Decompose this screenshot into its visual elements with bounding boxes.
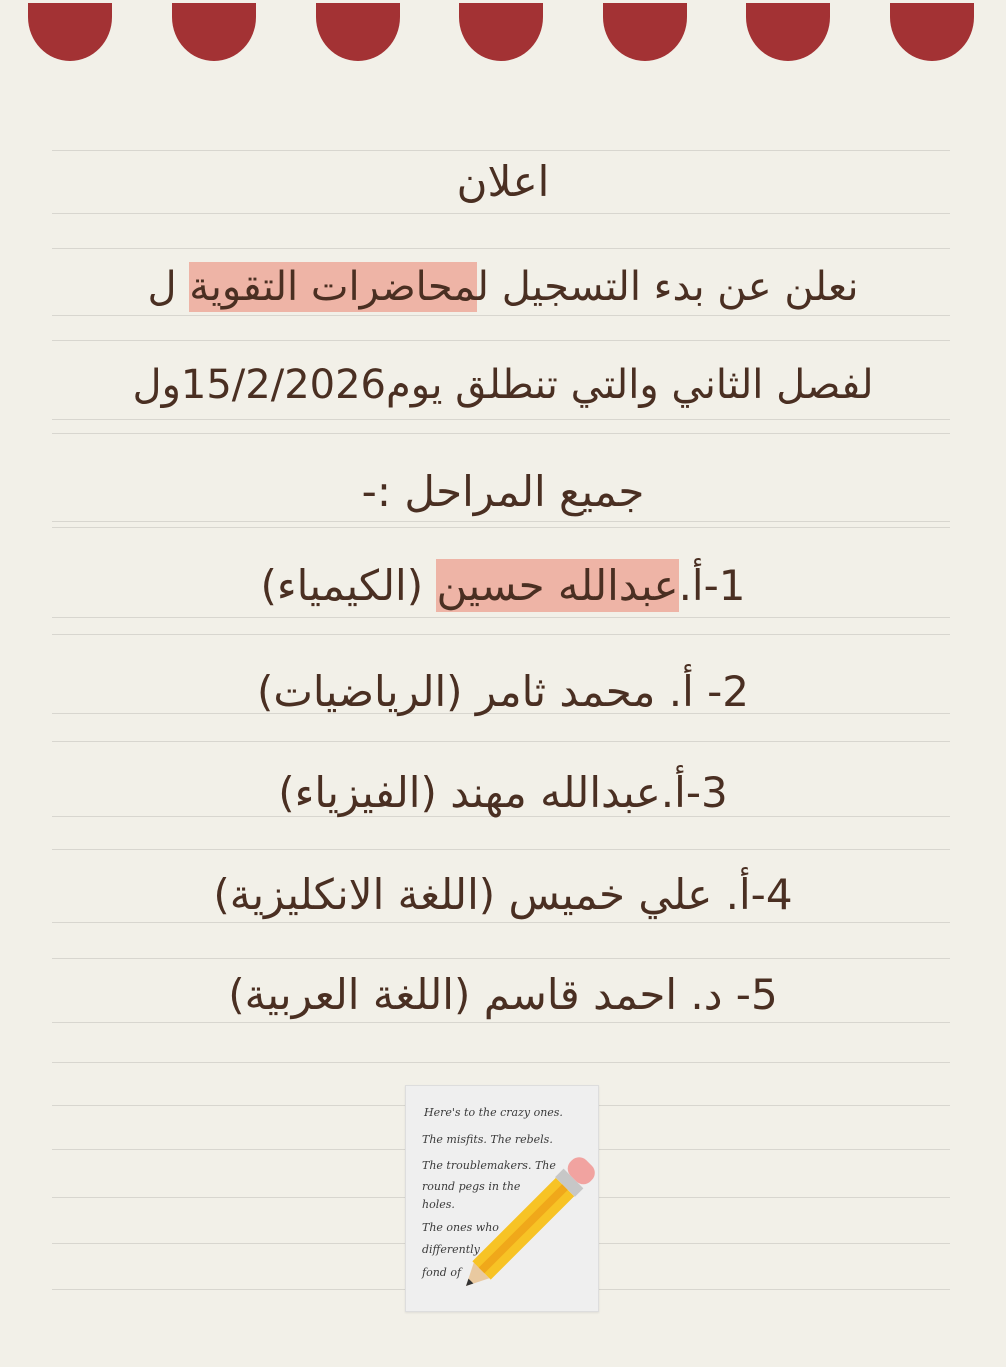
announcement-line-1 [40, 257, 966, 317]
highlighted-phrase: محاضرات التقوية [189, 264, 477, 310]
decorative-dot [746, 3, 830, 61]
decorative-dot [603, 3, 687, 61]
decorative-dot [28, 3, 112, 61]
line2-end: ول [132, 362, 181, 408]
memo-pencil-icon [405, 1085, 599, 1312]
announcement-title [0, 152, 1006, 212]
item-number: 2- أ. [668, 667, 749, 716]
teacher-name: علي خميس [508, 870, 726, 919]
teacher-subject: (الفيزياء) [278, 768, 451, 817]
teacher-subject: (اللغة الانكليزية) [213, 870, 509, 919]
list-item [0, 763, 1006, 823]
decorative-dot [890, 3, 974, 61]
item-number: 1-أ. [678, 561, 746, 610]
handwriting-line: The troublemakers. The [422, 1159, 556, 1172]
line2-text: لفصل الثاني والتي تنطلق يوم [386, 362, 874, 408]
teacher-subject: (اللغة العربية) [228, 970, 484, 1019]
decorative-dot [459, 3, 543, 61]
start-date: 15/2/2026 [180, 362, 386, 408]
list-item [0, 662, 1006, 722]
item-number: 5- د. [690, 970, 778, 1019]
teacher-subject: (الكيمياء) [260, 561, 437, 610]
list-item [0, 556, 1006, 616]
list-item [0, 865, 1006, 925]
announcement-line-2 [40, 355, 966, 415]
decorative-dot [316, 3, 400, 61]
decorative-dot [172, 3, 256, 61]
teacher-name: محمد ثامر [475, 667, 669, 716]
announcement-line-3 [0, 462, 1006, 522]
line1-start: نعلن عن بدء التسجيل ل [476, 264, 859, 310]
handwriting-line: round pegs in the [422, 1180, 521, 1193]
teacher-name: عبدالله حسين [436, 561, 679, 610]
handwriting-line: Here's to the crazy ones. [424, 1106, 563, 1119]
line1-end: ل [147, 264, 190, 310]
teacher-name: عبدالله مهند [450, 768, 661, 817]
teacher-name: احمد قاسم [483, 970, 691, 1019]
title-text: اعلان [456, 157, 550, 206]
line3-text: جميع المراحل :- [361, 467, 645, 516]
handwriting-line: holes. [422, 1198, 455, 1211]
item-number: 4-أ. [725, 870, 793, 919]
handwriting-line: fond of [422, 1266, 462, 1279]
list-item [0, 965, 1006, 1025]
item-number: 3-أ. [660, 768, 728, 817]
handwriting-line: differently [422, 1243, 480, 1256]
handwriting-line: The ones who [422, 1221, 499, 1234]
handwriting-line: The misfits. The rebels. [422, 1133, 553, 1146]
teacher-subject: (الرياضيات) [257, 667, 476, 716]
memo-illustration [406, 1086, 598, 1311]
